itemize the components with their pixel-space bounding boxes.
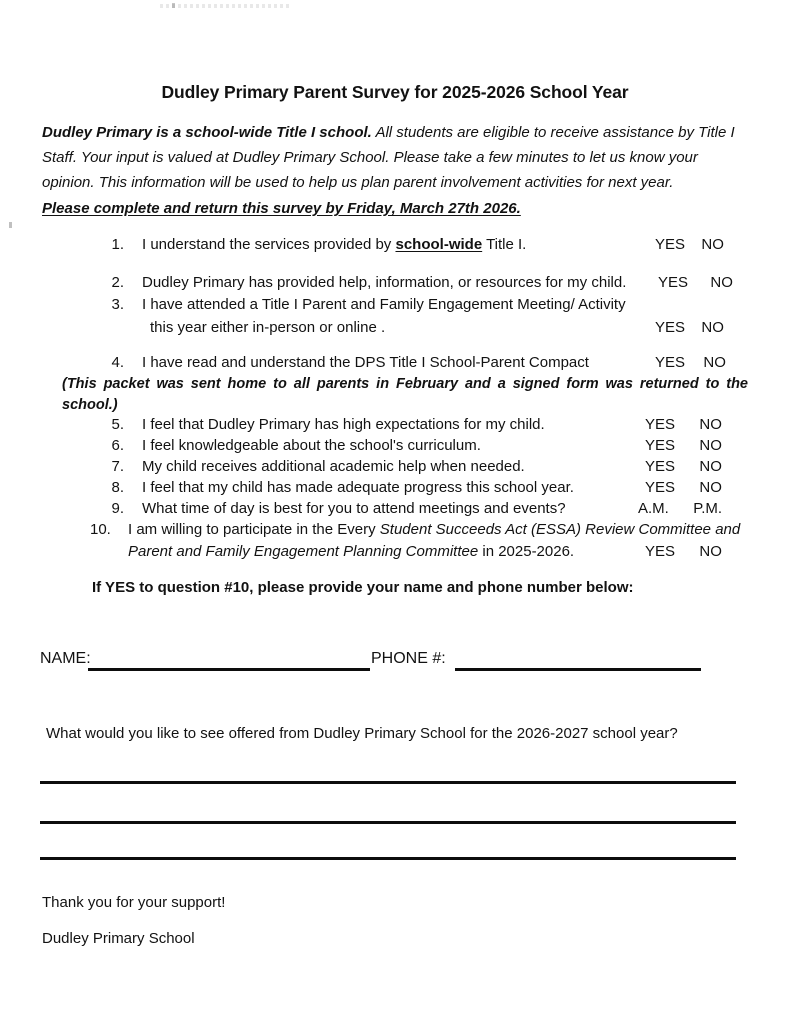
question-text: I feel that my child has made adequate progress this school year.	[142, 479, 574, 496]
question-number: 9.	[111, 500, 124, 517]
deadline-notice: Please complete and return this survey by Friday, March 27th 2026.	[42, 200, 521, 217]
answer-yes[interactable]: YES	[655, 354, 686, 371]
question-emphasis: Student Succeeds Act (ESSA) Review Committee and Parent and Family Engagement Planning Committee	[128, 521, 741, 560]
scan-edge-mark	[9, 222, 12, 228]
scan-artifact	[160, 4, 290, 8]
answer-yes[interactable]: YES	[655, 236, 686, 253]
answer-yes[interactable]: YES	[645, 416, 676, 433]
answer-yes[interactable]: YES	[645, 543, 676, 560]
question-text: My child receives additional academic help when needed.	[142, 458, 525, 475]
intro-bold-lead: Dudley Primary is a school-wide Title I school.	[42, 124, 372, 141]
question-number: 8.	[111, 479, 124, 496]
answer-no[interactable]: NO	[699, 479, 722, 496]
intro-paragraph	[42, 120, 742, 195]
question-text: I feel knowledgeable about the school's curriculum.	[142, 437, 481, 454]
answer-options	[645, 456, 722, 477]
answer-options	[645, 414, 722, 435]
question-text-after: Title I.	[482, 236, 527, 253]
answer-no[interactable]: NO	[699, 437, 722, 454]
answer-no[interactable]: NO	[699, 416, 722, 433]
answer-options	[645, 477, 722, 498]
name-input-line[interactable]	[88, 668, 370, 671]
question-number: 6.	[111, 437, 124, 454]
contact-section-heading: If YES to question #10, please provide your name and phone number below:	[92, 579, 634, 596]
answer-yes[interactable]: YES	[645, 479, 676, 496]
answer-no[interactable]: NO	[703, 354, 726, 371]
answer-no[interactable]: NO	[699, 543, 722, 560]
answer-yes[interactable]: YES	[658, 274, 689, 291]
question-number: 1.	[111, 236, 124, 253]
question-text-line2: this year either in-person or online .	[150, 319, 386, 336]
closing-thanks: Thank you for your support!	[42, 894, 226, 911]
open-response-prompt: What would you like to see offered from Dudley Primary School for the 2026-2027 school year?	[46, 725, 678, 742]
question-text-after: in 2025-2026.	[478, 543, 575, 560]
answer-options	[655, 352, 726, 373]
answer-am[interactable]: A.M.	[638, 500, 669, 517]
question-emphasis: school-wide	[395, 236, 483, 253]
answer-yes[interactable]: YES	[645, 437, 676, 454]
question-text: Dudley Primary has provided help, information, or resources for my child.	[142, 274, 627, 291]
question-text: I have read and understand the DPS Title I School-Parent Compact	[142, 354, 589, 371]
answer-options	[645, 541, 722, 563]
question-text: I feel that Dudley Primary has high expectations for my child.	[142, 416, 545, 433]
closing-signature: Dudley Primary School	[42, 930, 195, 947]
answer-options	[638, 498, 722, 519]
answer-options	[658, 272, 733, 293]
answer-options	[655, 234, 724, 255]
question-text-before: I understand the services provided by	[142, 236, 396, 253]
question-number: 5.	[111, 416, 124, 433]
question-number: 2.	[111, 274, 124, 291]
question-4-note: (This packet was sent home to all parents in February and a signed form was returned to the school.)	[62, 376, 748, 413]
phone-field-row	[371, 650, 446, 668]
name-label: NAME:	[40, 650, 91, 667]
answer-yes[interactable]: YES	[645, 458, 676, 475]
question-number: 7.	[111, 458, 124, 475]
answer-pm[interactable]: P.M.	[693, 500, 723, 517]
answer-yes[interactable]: YES	[655, 319, 686, 336]
phone-label: PHONE #:	[371, 650, 446, 667]
question-number: 3.	[111, 296, 124, 313]
intro-body: All students are eligible to receive assistance by Title I Staff. Your input is valued at Dudley Primary School. Please take a few minutes to let us know your opinion. This information will be used to help us plan parent involvement activities for next year.	[42, 124, 735, 191]
answer-no[interactable]: NO	[710, 274, 733, 291]
question-text-before: I am willing to participate in the Every	[128, 521, 380, 538]
answer-no[interactable]: NO	[701, 319, 724, 336]
open-response-line-3[interactable]	[40, 857, 736, 860]
question-text: What time of day is best for you to attend meetings and events?	[142, 500, 566, 517]
open-response-line-2[interactable]	[40, 821, 736, 824]
scan-artifact-dot	[172, 3, 175, 8]
name-field-row	[40, 650, 91, 668]
question-text: I have attended a Title I Parent and Family Engagement Meeting/ Activity	[142, 296, 626, 313]
answer-no[interactable]: NO	[701, 236, 724, 253]
question-text	[142, 234, 526, 255]
answer-no[interactable]: NO	[699, 458, 722, 475]
phone-input-line[interactable]	[455, 668, 701, 671]
open-response-line-1[interactable]	[40, 781, 736, 784]
answer-options	[645, 435, 722, 456]
page-title: Dudley Primary Parent Survey for 2025-2026 School Year	[161, 82, 629, 102]
question-number: 4.	[111, 354, 124, 371]
answer-options	[655, 317, 724, 338]
question-number: 10.	[90, 521, 111, 538]
